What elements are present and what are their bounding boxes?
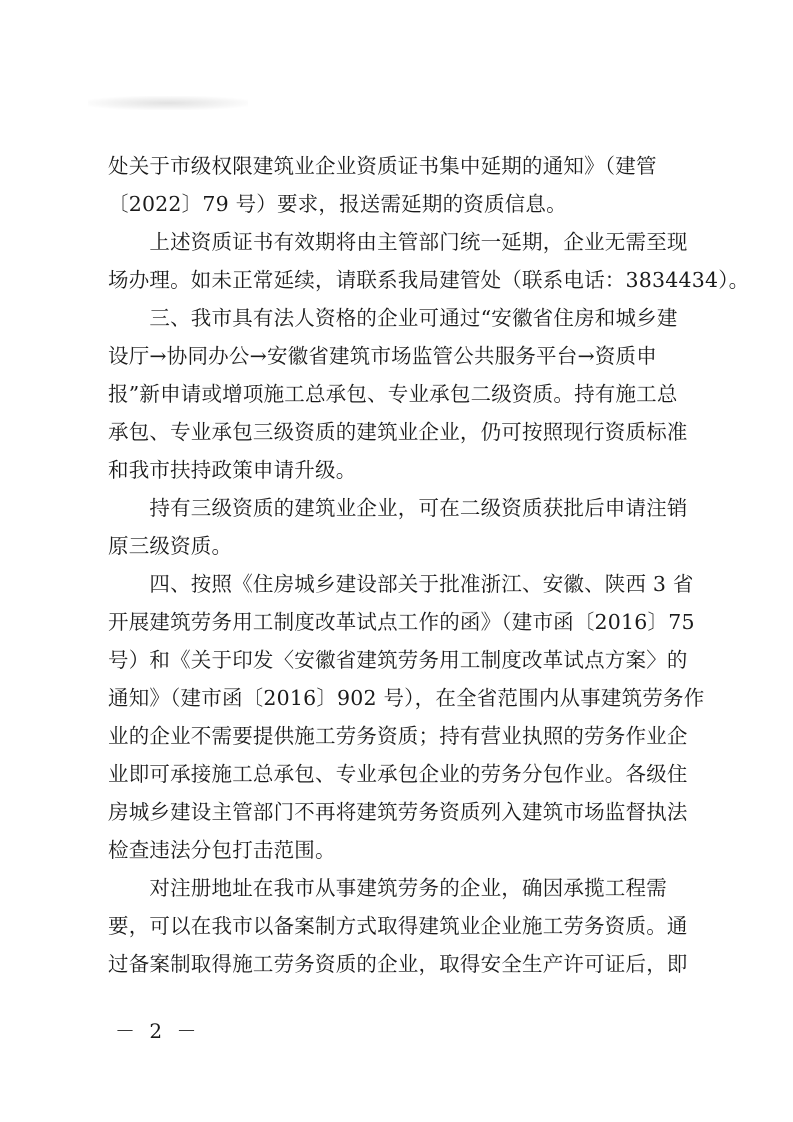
body-line-3: 上述资质证书有效期将由主管部门统一延期，企业无需至现: [108, 230, 688, 254]
body-line-20: 对注册地址在我市从事建筑劳务的企业，确因承揽工程需: [108, 876, 667, 900]
body-line-17: 业即可承接施工总承包、专业承包企业的劳务分包作业。各级住: [108, 762, 688, 786]
scan-smudge: [88, 96, 248, 110]
page-number: － 2 －: [115, 1019, 201, 1043]
document-body: [108, 150, 750, 986]
body-line-2: 〔2022〕79 号）要求，报送需延期的资质信息。: [108, 192, 567, 216]
body-line-16: 业的企业不需要提供施工劳务资质；持有营业执照的劳务作业企: [108, 724, 688, 748]
body-line-11: 原三级资质。: [108, 534, 233, 558]
body-line-12: 四、按照《住房城乡建设部关于批准浙江、安徽、陕西 3 省: [108, 572, 694, 596]
body-line-6: 设厅→协同办公→安徽省建筑市场监管公共服务平台→资质申: [108, 344, 657, 368]
body-line-8: 承包、专业承包三级资质的建筑业企业，仍可按照现行资质标准: [108, 420, 688, 444]
body-line-5: 三、我市具有法人资格的企业可通过“安徽省住房和城乡建: [108, 306, 678, 330]
body-line-4: 场办理。如未正常延续，请联系我局建管处（联系电话：3834434）。: [108, 268, 750, 292]
body-line-15: 通知》（建市函〔2016〕902 号），在全省范围内从事建筑劳务作: [108, 686, 705, 710]
body-line-13: 开展建筑劳务用工制度改革试点工作的函》（建市函〔2016〕75: [108, 610, 695, 634]
body-line-7: 报”新申请或增项施工总承包、专业承包二级资质。持有施工总: [108, 382, 678, 406]
body-line-9: 和我市扶持政策申请升级。: [108, 458, 357, 482]
body-line-1: 处关于市级权限建筑业企业资质证书集中延期的通知》（建管: [108, 154, 657, 178]
body-line-14: 号）和《关于印发〈安徽省建筑劳务用工制度改革试点方案〉的: [108, 648, 688, 672]
body-line-10: 持有三级资质的建筑业企业，可在二级资质获批后申请注销: [108, 496, 688, 520]
body-line-21: 要，可以在我市以备案制方式取得建筑业企业施工劳务资质。通: [108, 914, 688, 938]
body-line-18: 房城乡建设主管部门不再将建筑劳务资质列入建筑市场监督执法: [108, 800, 688, 824]
body-line-19: 检查违法分包打击范围。: [108, 838, 336, 862]
body-line-22: 过备案制取得施工劳务资质的企业，取得安全生产许可证后，即: [108, 952, 688, 976]
